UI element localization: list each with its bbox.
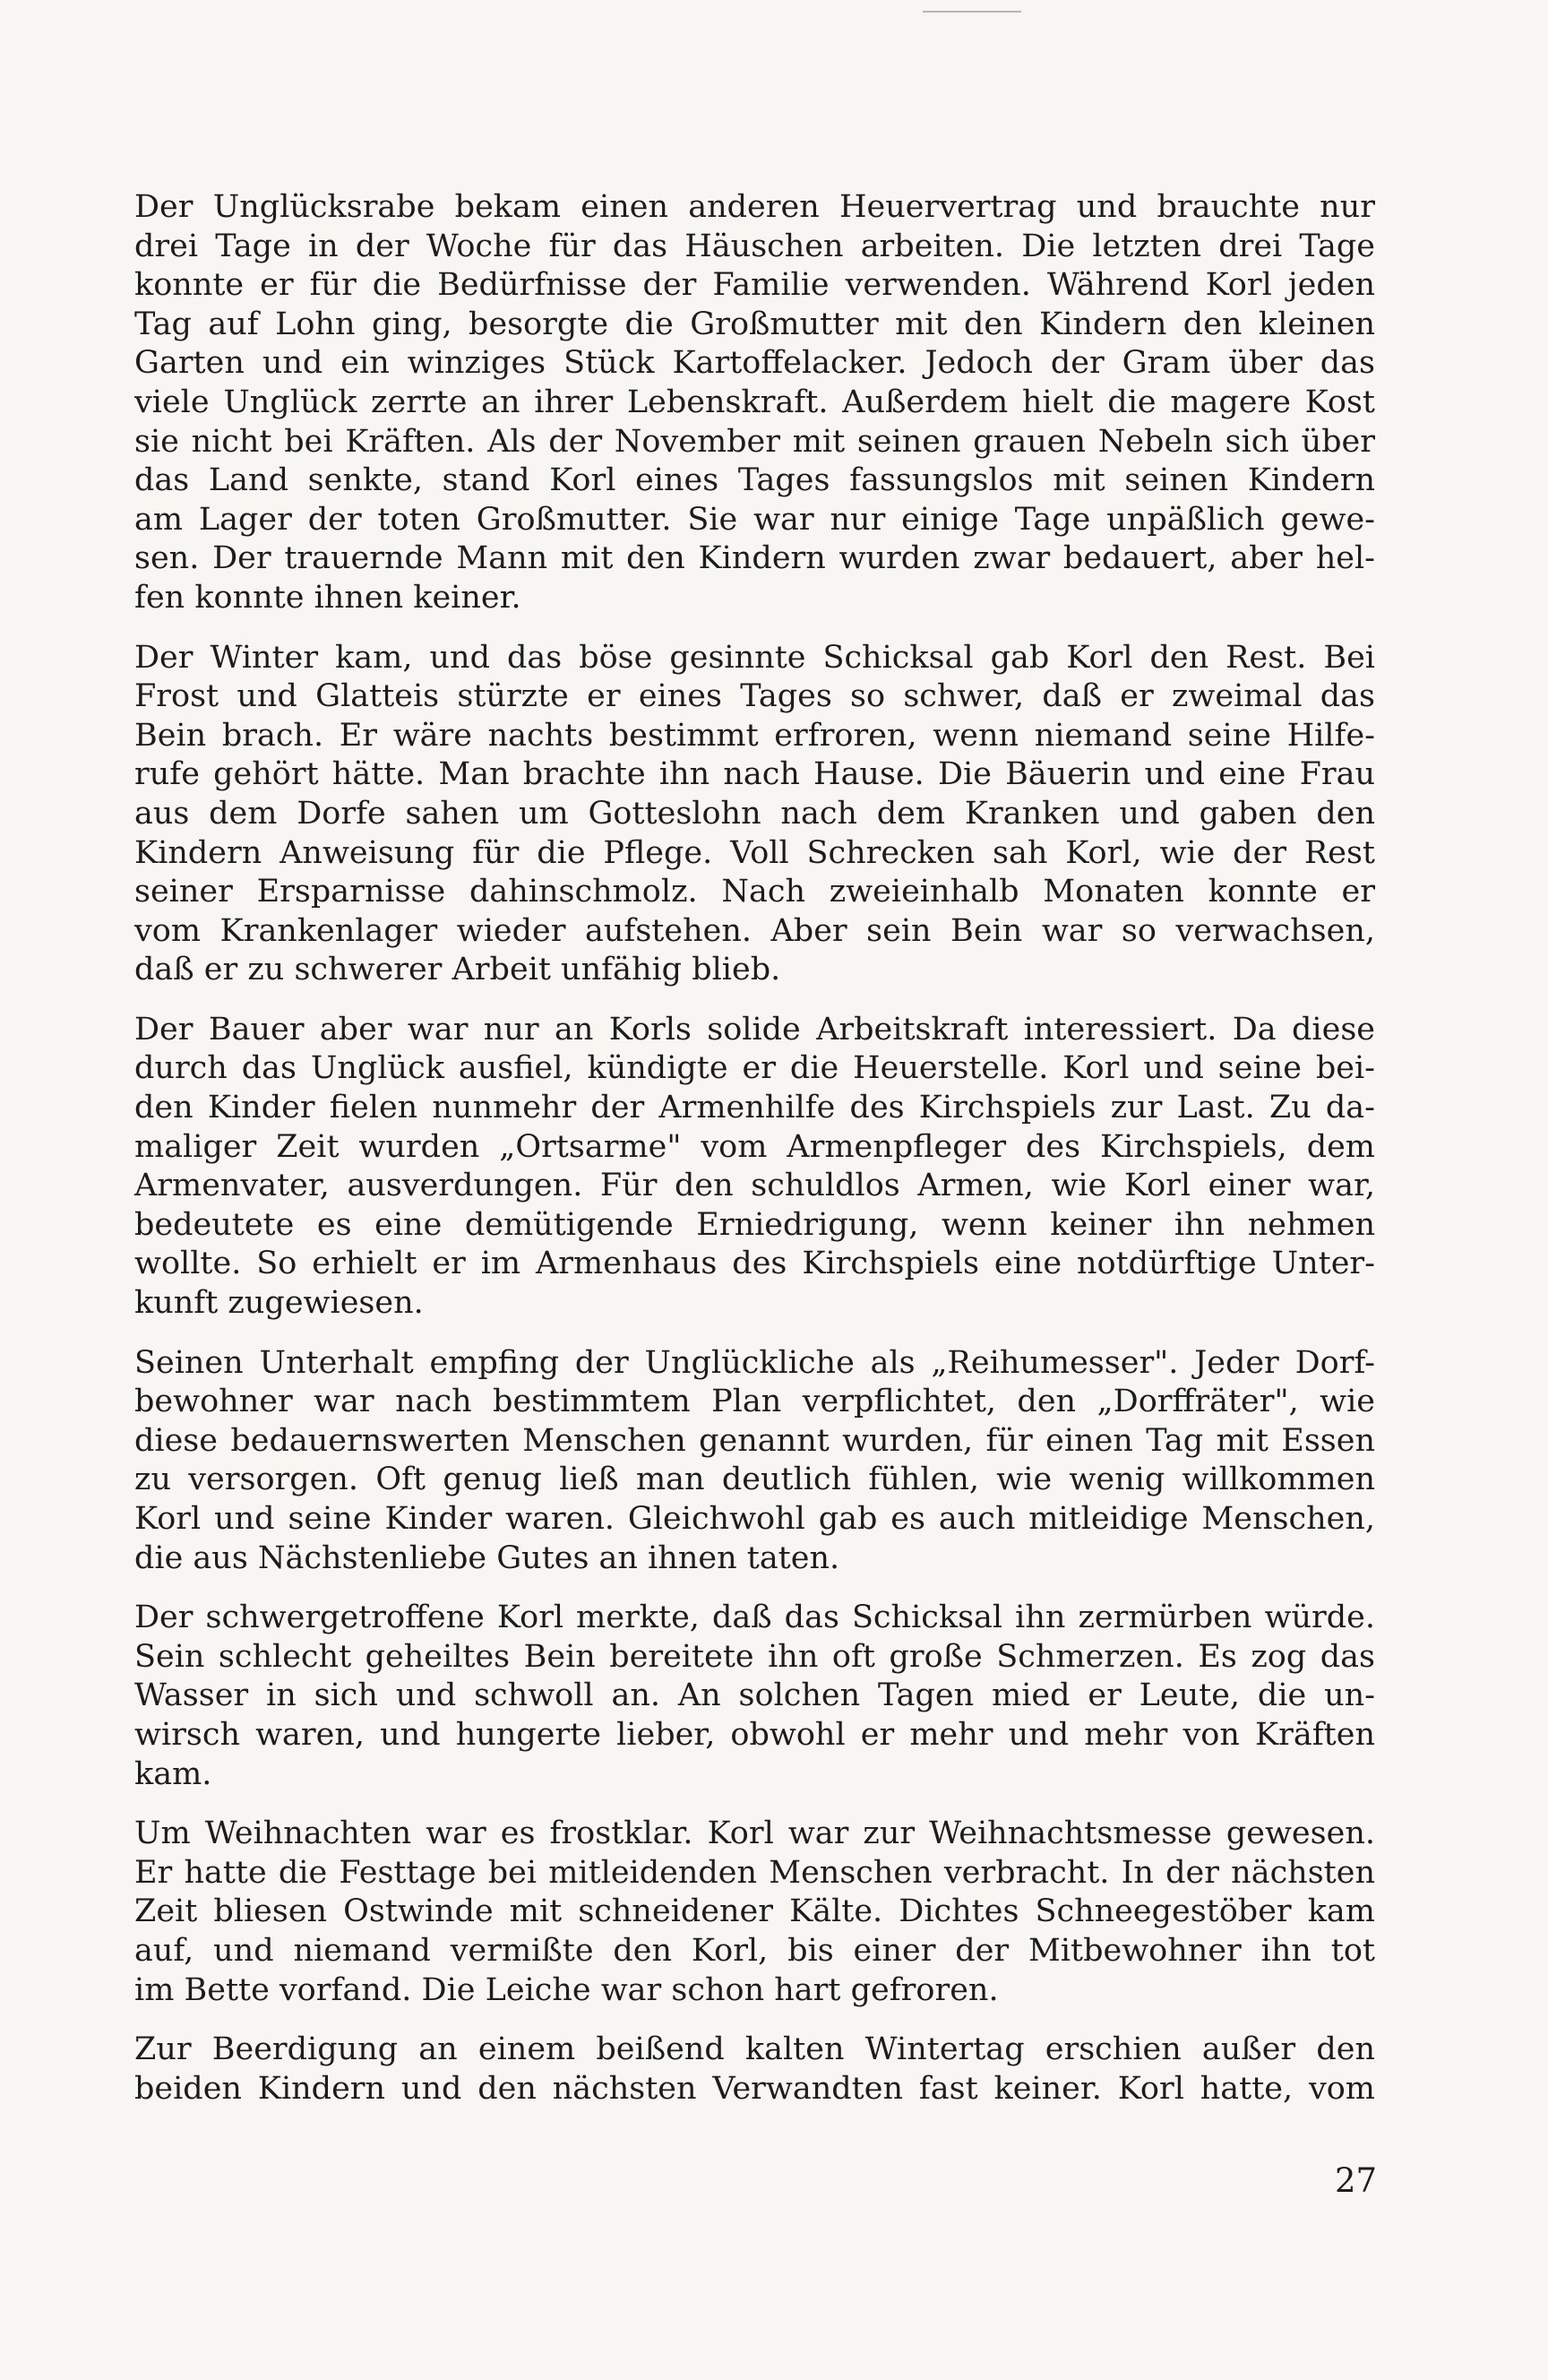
text-line: Garten und ein winziges Stück Kartoffelacker. Jedoch der Gram über das — [134, 345, 1375, 382]
text-line: bedeutete es eine demütigende Erniedrigung, wenn keiner ihn nehmen — [134, 1206, 1375, 1243]
text-line: Kindern Anweisung für die Pflege. Voll Schrecken sah Korl, wie der Rest — [134, 834, 1375, 871]
text-line: Der Unglücksrabe bekam einen anderen Heuervertrag und brauchte nur — [134, 189, 1375, 225]
top-rule — [923, 11, 1021, 13]
text-line: Der Winter kam, und das böse gesinnte Schicksal gab Korl den Rest. Bei — [134, 639, 1375, 676]
text-line: fen konnte ihnen keiner. — [134, 579, 521, 616]
text-line: daß er zu schwerer Arbeit unfähig blieb. — [134, 952, 781, 988]
text-line: das Land senkte, stand Korl eines Tages fassungslos mit seinen Kindern — [134, 462, 1375, 499]
text-line: am Lager der toten Großmutter. Sie war nur einige Tage unpäßlich gewe- — [134, 501, 1375, 538]
text-line: zu versorgen. Oft genug ließ man deutlich fühlen, wie wenig willkommen — [134, 1462, 1375, 1498]
text-line: den Kinder fielen nunmehr der Armenhilfe des Kirchspiels zur Last. Zu da- — [134, 1090, 1375, 1126]
text-line: sen. Der trauernde Mann mit den Kindern wurden zwar bedauert, aber hel- — [134, 540, 1375, 577]
text-line: diese bedauernswerten Menschen genannt wurden, für einen Tag mit Essen — [134, 1422, 1375, 1459]
paragraph — [134, 1344, 1375, 1579]
text-line: Armenvater, ausverdungen. Für den schuldlos Armen, wie Korl einer war, — [134, 1168, 1375, 1204]
text-line: Er hatte die Festtage bei mitleidenden Menschen verbracht. In der nächsten — [134, 1854, 1375, 1891]
text-line: Der Bauer aber war nur an Korls solide Arbeitskraft interessiert. Da diese — [134, 1011, 1375, 1048]
text-line: Seinen Unterhalt empfing der Unglückliche als „Reihumesser". Jeder Dorf- — [134, 1344, 1375, 1381]
text-line: Der schwergetroffene Korl merkte, daß das Schicksal ihn zermürben würde. — [134, 1600, 1375, 1636]
paragraph — [134, 188, 1375, 618]
paragraph — [134, 2031, 1375, 2108]
text-line: Um Weihnachten war es frostklar. Korl war zur Weihnachtsmesse gewesen. — [134, 1815, 1375, 1852]
text-line: wollte. So erhielt er im Armenhaus des Kirchspiels eine notdürftige Unter- — [134, 1246, 1375, 1282]
page-body — [134, 188, 1375, 2129]
text-line: Frost und Glatteis stürzte er eines Tages so schwer, daß er zweimal das — [134, 678, 1375, 715]
text-line: rufe gehört hätte. Man brachte ihn nach Hause. Die Bäuerin und eine Frau — [134, 756, 1375, 793]
text-line: kam. — [134, 1755, 212, 1792]
text-line: Wasser in sich und schwoll an. An solchen Tagen mied er Leute, die un- — [134, 1677, 1375, 1714]
text-line: vom Krankenlager wieder aufstehen. Aber sein Bein war so verwachsen, — [134, 912, 1375, 949]
text-line: durch das Unglück ausfiel, kündigte er die Heuerstelle. Korl und seine bei- — [134, 1050, 1375, 1087]
text-line: sie nicht bei Kräften. Als der November mit seinen grauen Nebeln sich über — [134, 423, 1375, 460]
paragraph — [134, 1815, 1375, 2010]
text-line: kunft zugewiesen. — [134, 1285, 424, 1322]
text-line: die aus Nächstenliebe Gutes an ihnen taten. — [134, 1539, 840, 1576]
paragraph — [134, 1011, 1375, 1324]
text-line: Bein brach. Er wäre nachts bestimmt erfroren, wenn niemand seine Hilfe- — [134, 717, 1375, 754]
text-line: aus dem Dorfe sahen um Gotteslohn nach dem Kranken und gaben den — [134, 795, 1375, 832]
page-number: 27 — [1335, 2161, 1378, 2200]
text-line: viele Unglück zerrte an ihrer Lebenskraft. Außerdem hielt die magere Kost — [134, 384, 1375, 420]
text-line: beiden Kindern und den nächsten Verwandten fast keiner. Korl hatte, vom — [134, 2070, 1375, 2107]
text-line: maliger Zeit wurden „Ortsarme" vom Armenpfleger des Kirchspiels, dem — [134, 1128, 1375, 1165]
text-line: drei Tage in der Woche für das Häuschen arbeiten. Die letzten drei Tage — [134, 228, 1375, 264]
text-line: Sein schlecht geheiltes Bein bereitete ihn oft große Schmerzen. Es zog das — [134, 1638, 1375, 1675]
text-line: Korl und seine Kinder waren. Gleichwohl gab es auch mitleidige Menschen, — [134, 1501, 1375, 1537]
text-line: bewohner war nach bestimmtem Plan verpflichtet, den „Dorffräter", wie — [134, 1384, 1375, 1420]
text-line: wirsch waren, und hungerte lieber, obwohl er mehr und mehr von Kräften — [134, 1716, 1375, 1753]
text-line: Zeit bliesen Ostwinde mit schneidener Kälte. Dichtes Schneegestöber kam — [134, 1893, 1375, 1930]
text-line: auf, und niemand vermißte den Korl, bis einer der Mitbewohner ihn tot — [134, 1932, 1375, 1969]
text-line: im Bette vorfand. Die Leiche war schon hart gefroren. — [134, 1971, 999, 2008]
paragraph — [134, 639, 1375, 990]
text-line: Zur Beerdigung an einem beißend kalten Wintertag erschien außer den — [134, 2031, 1375, 2068]
text-line: seiner Ersparnisse dahinschmolz. Nach zweieinhalb Monaten konnte er — [134, 874, 1375, 910]
text-line: konnte er für die Bedürfnisse der Familie verwenden. Während Korl jeden — [134, 267, 1375, 304]
text-line: Tag auf Lohn ging, besorgte die Großmutter mit den Kindern den kleinen — [134, 306, 1375, 342]
paragraph — [134, 1599, 1375, 1794]
